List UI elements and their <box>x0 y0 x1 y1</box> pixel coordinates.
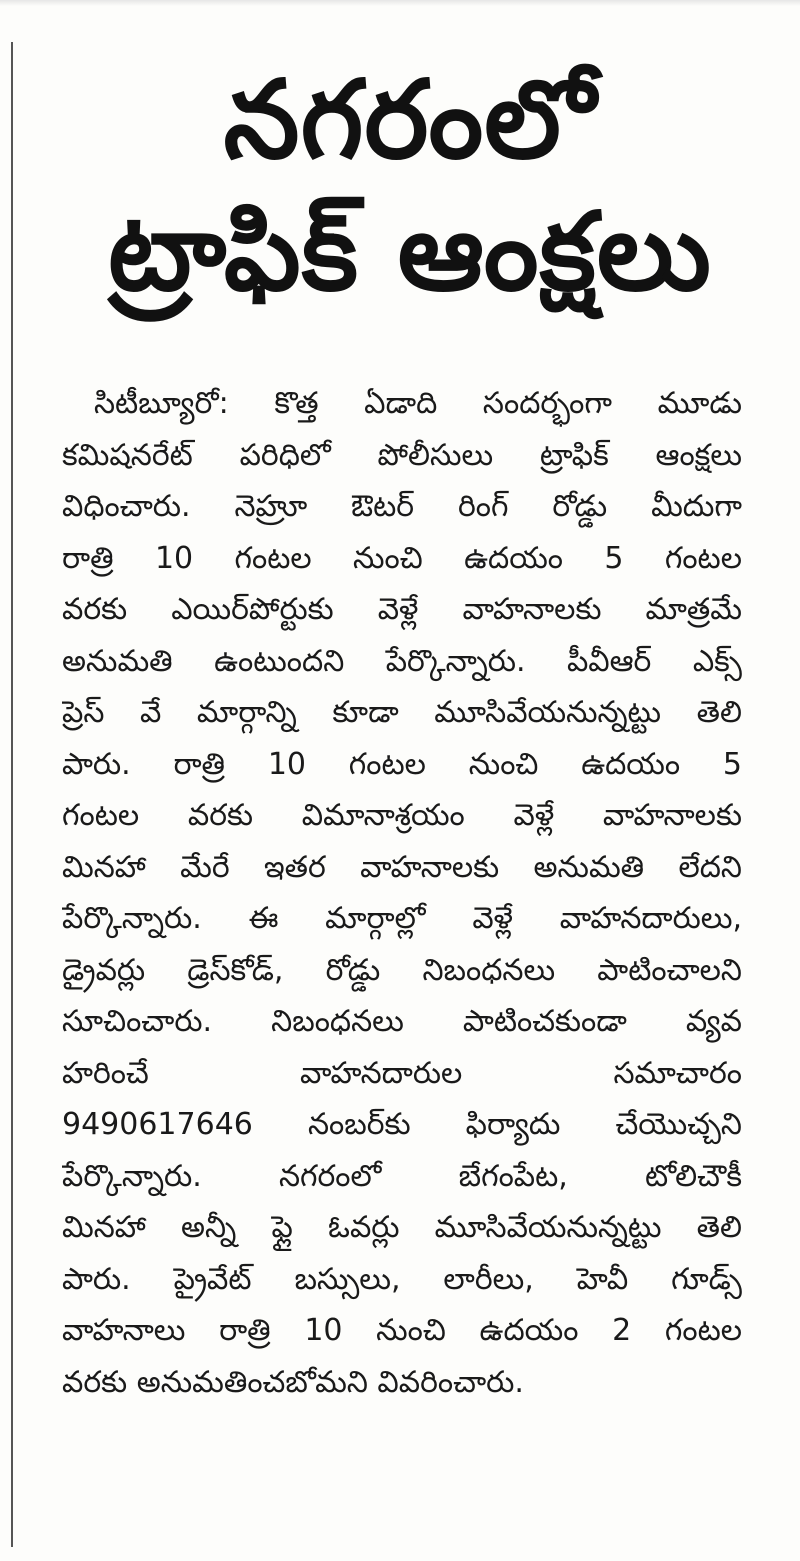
body-line: గంటల వరకు విమానాశ్రయం వెళ్లే వాహనాలకు <box>62 798 742 833</box>
body-line: మినహా అన్నీ ఫ్లై ఓవర్లు మూసివేయనున్నట్టు తెలి <box>62 1210 742 1245</box>
headline-line-2: ట్రాఫిక్ ఆంక్షలు <box>108 190 712 315</box>
body-line: వరకు అనుమతించబోమని వివరించారు. <box>62 1364 524 1400</box>
body-line: అనుమతి ఉంటుందని పేర్కొన్నారు. పీవీఆర్ ఎక్స్ <box>62 643 742 679</box>
body-line: సిటీబ్యూరో: కొత్త ఏడాది సందర్భంగా మూడు <box>94 386 742 421</box>
body-line: మినహా మేరే ఇతర వాహనాలకు అనుమతి లేదని <box>62 849 742 885</box>
body-line: ప్రెస్ వే మార్గాన్ని కూడా మూసివేయనున్నట్టు తెలి <box>62 695 742 730</box>
body-line: వాహనాలు రాత్రి 10 నుంచి ఉదయం 2 గంటల <box>62 1313 742 1348</box>
body-line: పేర్కొన్నారు. ఈ మార్గాల్లో వెళ్లే వాహనదారులు, <box>62 901 742 936</box>
body-line: వరకు ఎయిర్‌పోర్టుకు వెళ్లే వాహనాలకు మాత్రమే <box>62 592 742 627</box>
body-line: పారు. రాత్రి 10 గంటల నుంచి ఉదయం 5 <box>62 746 742 782</box>
body-line: హరించే వాహనదారుల సమాచారం <box>62 1055 742 1091</box>
body-line: సూచించారు. నిబంధనలు పాటించకుండా వ్యవ <box>62 1004 742 1039</box>
body-line: పేర్కొన్నారు. నగరంలో బేగంపేట, టోలిచౌకీ <box>62 1158 742 1194</box>
body-line: రాత్రి 10 గంటల నుంచి ఉదయం 5 గంటల <box>62 540 742 576</box>
body-line: పారు. ప్రైవేట్ బస్సులు, లారీలు, హెవీ గూడ్స్ <box>62 1261 742 1297</box>
column-rule <box>11 42 13 1547</box>
headline-line-1: నగరంలో <box>223 58 597 183</box>
body-line: 9490617646 నంబర్‌కు ఫిర్యాదు చేయొచ్చని <box>62 1107 742 1142</box>
headline <box>40 55 780 319</box>
article-body <box>62 378 742 1408</box>
body-line: డ్రైవర్లు డ్రెస్‌కోడ్, రోడ్డు నిబంధనలు పాటించాలని <box>62 952 742 988</box>
top-border <box>0 0 800 6</box>
body-line: కమిషనరేట్ పరిధిలో పోలీసులు ట్రాఫిక్ ఆంక్షలు <box>62 437 742 473</box>
body-line: విధించారు. నెహ్రూ ఔటర్ రింగ్ రోడ్డు మీదుగా <box>62 489 742 524</box>
